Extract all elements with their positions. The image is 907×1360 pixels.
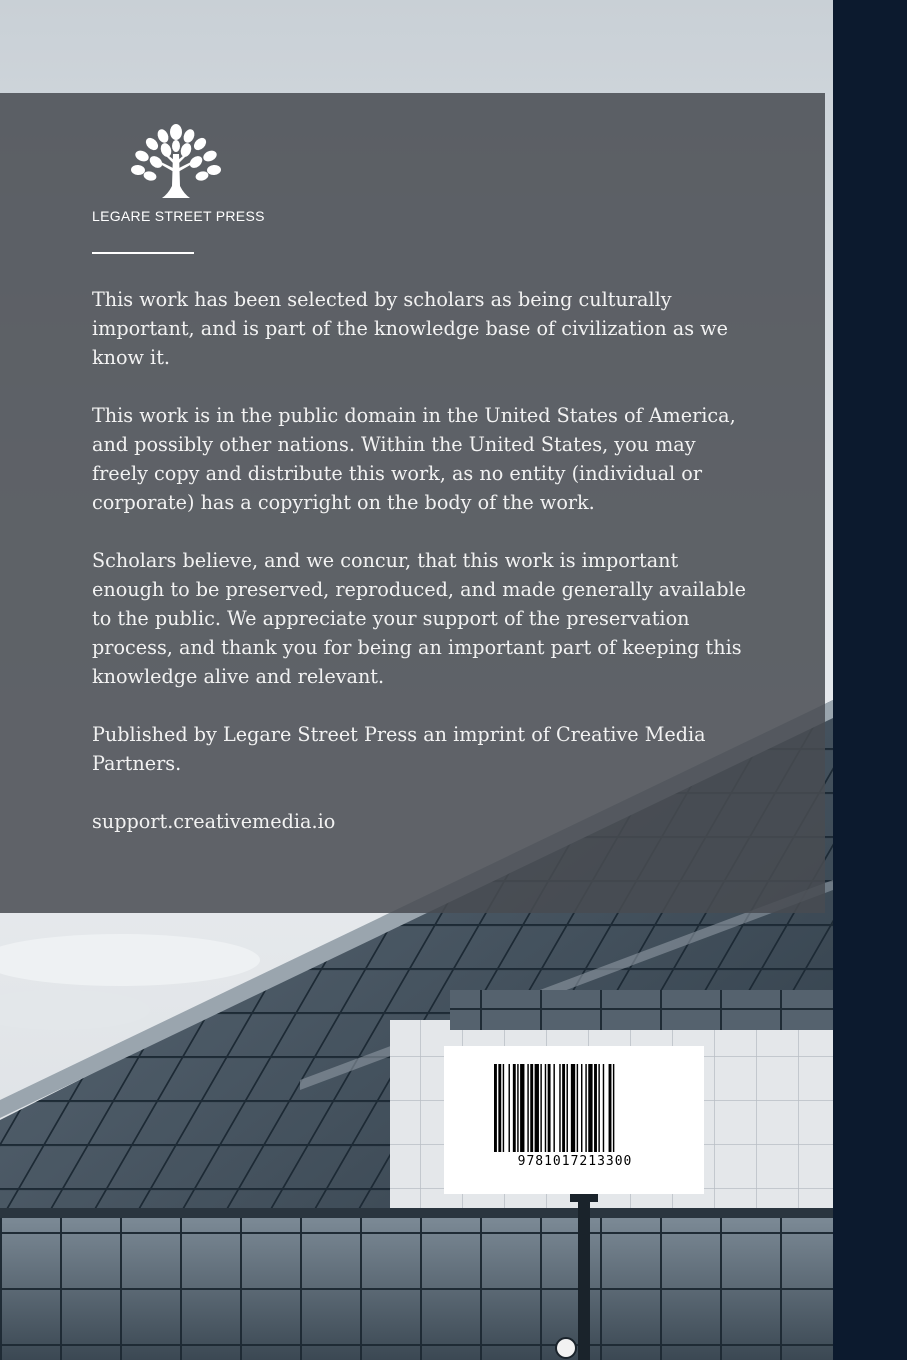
barcode-bar <box>562 1064 565 1152</box>
barcode-bar <box>527 1064 528 1152</box>
publisher-name: LEGARE STREET PRESS <box>92 208 265 224</box>
barcode-bar <box>571 1064 575 1152</box>
support-link[interactable]: support.creativemedia.io <box>92 810 336 833</box>
isbn-digits: 9781017213300 <box>517 1154 633 1169</box>
barcode-bar <box>559 1064 560 1152</box>
paragraph-public-domain: This work is in the public domain in the United States of America, and possibly other nations. Within the United States, you may freely copy and distribute this work, as no entity (individual or corporate) has a copyright on the body of the work. <box>92 404 736 514</box>
barcode-bar <box>545 1064 546 1152</box>
barcode-bar <box>530 1064 533 1152</box>
tree-icon <box>130 124 222 200</box>
barcode-bar <box>503 1064 504 1152</box>
barcode-bar <box>520 1064 524 1152</box>
barcode-bar <box>588 1064 592 1152</box>
barcode-bar <box>498 1064 501 1152</box>
barcode-bar <box>613 1064 614 1152</box>
barcode-bar <box>567 1064 568 1152</box>
barcode-bar <box>609 1064 612 1152</box>
barcode-bar <box>585 1064 586 1152</box>
spine-edge <box>833 0 907 1360</box>
barcode-bar <box>517 1064 518 1152</box>
barcode-bar <box>494 1064 497 1152</box>
barcode-bar <box>513 1064 516 1152</box>
barcode-bar <box>581 1064 582 1152</box>
barcode-label <box>444 1046 704 1194</box>
paragraph-preservation: Scholars believe, and we concur, that this work is important enough to be preserved, reproduced, and made generally available to the public. We appreciate your support of the preservation process, and thank you for being an important part of keeping this knowledge alive and relevant. <box>92 549 747 688</box>
paragraph-selection: This work has been selected by scholars as being culturally important, and is part of the knowledge base of civilization as we know it. <box>92 288 728 369</box>
barcode-bar <box>509 1064 510 1152</box>
paragraph-publisher: Published by Legare Street Press an imprint of Creative Media Partners. <box>92 723 706 775</box>
divider-rule <box>92 252 194 254</box>
barcode-bar <box>594 1064 597 1152</box>
barcode-bar <box>535 1064 539 1152</box>
barcode-bar <box>598 1064 599 1152</box>
barcode-bar <box>553 1064 554 1152</box>
barcode-bar <box>577 1064 578 1152</box>
barcode-bar <box>548 1064 551 1152</box>
barcode-bar <box>540 1064 541 1152</box>
barcode-bar <box>603 1064 604 1152</box>
